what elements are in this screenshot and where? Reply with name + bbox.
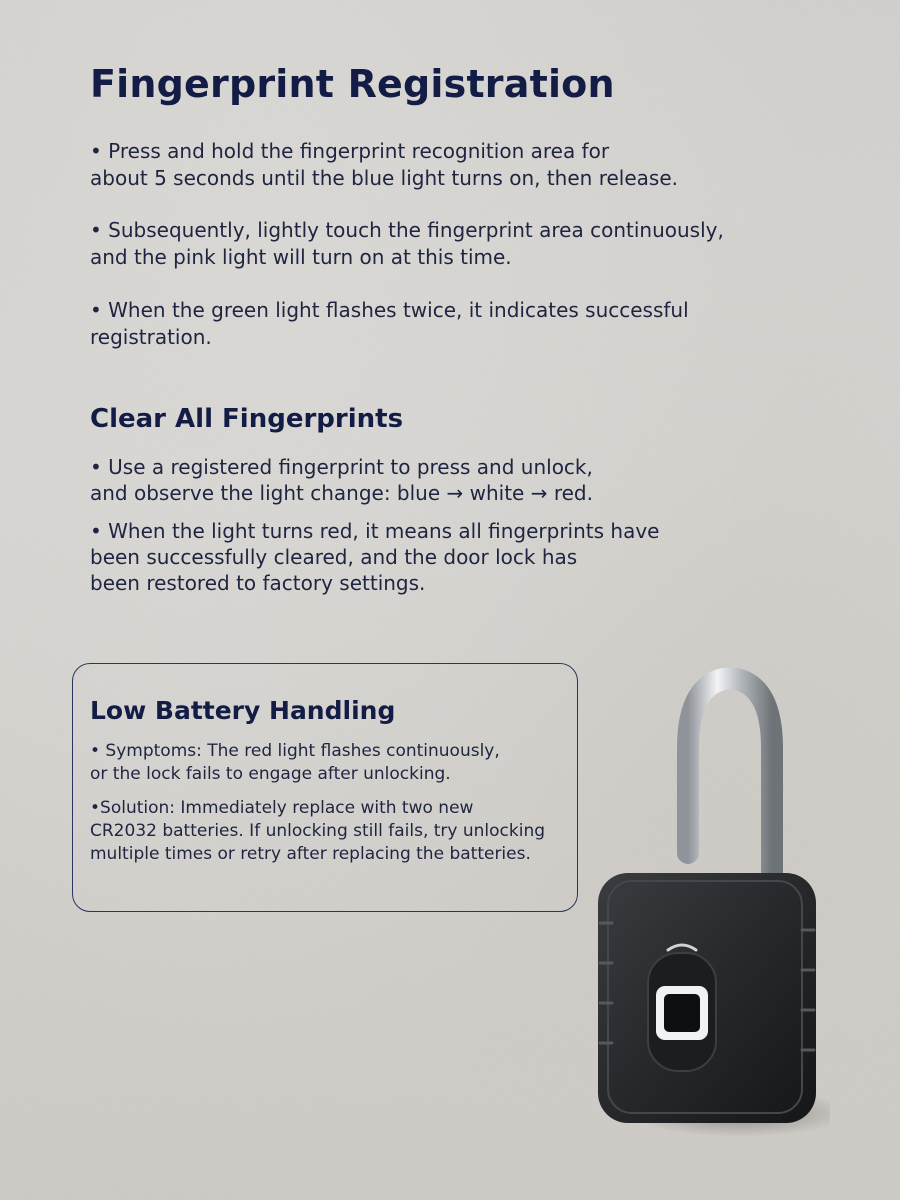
clear-step-2: • When the light turns red, it means all fingerprints have been successfully cleared, and the door lock has been restored to factory settings. [90,519,660,595]
battery-title: Low Battery Handling [90,696,396,725]
registration-title: Fingerprint Registration [90,62,615,106]
clear-step-1: • Use a registered fingerprint to press and unlock, and observe the light change: blue → white → red. [90,455,593,505]
fingerprint-padlock-image [590,668,830,1138]
registration-step-3: • When the green light flashes twice, it indicates successful registration. [90,298,689,349]
registration-step-2: • Subsequently, lightly touch the fingerprint area continuously, and the pink light will turn on at this time. [90,218,724,269]
low-battery-panel [72,663,578,912]
battery-symptoms: • Symptoms: The red light flashes continuously, or the lock fails to engage after unlocking. [90,741,500,784]
clear-title: Clear All Fingerprints [90,404,404,434]
battery-solution: •Solution: Immediately replace with two new CR2032 batteries. If unlocking still fails, try unlocking multiple times or retry after replacing the batteries. [90,798,546,864]
registration-step-1: • Press and hold the fingerprint recognition area for about 5 seconds until the blue light turns on, then release. [90,139,678,190]
